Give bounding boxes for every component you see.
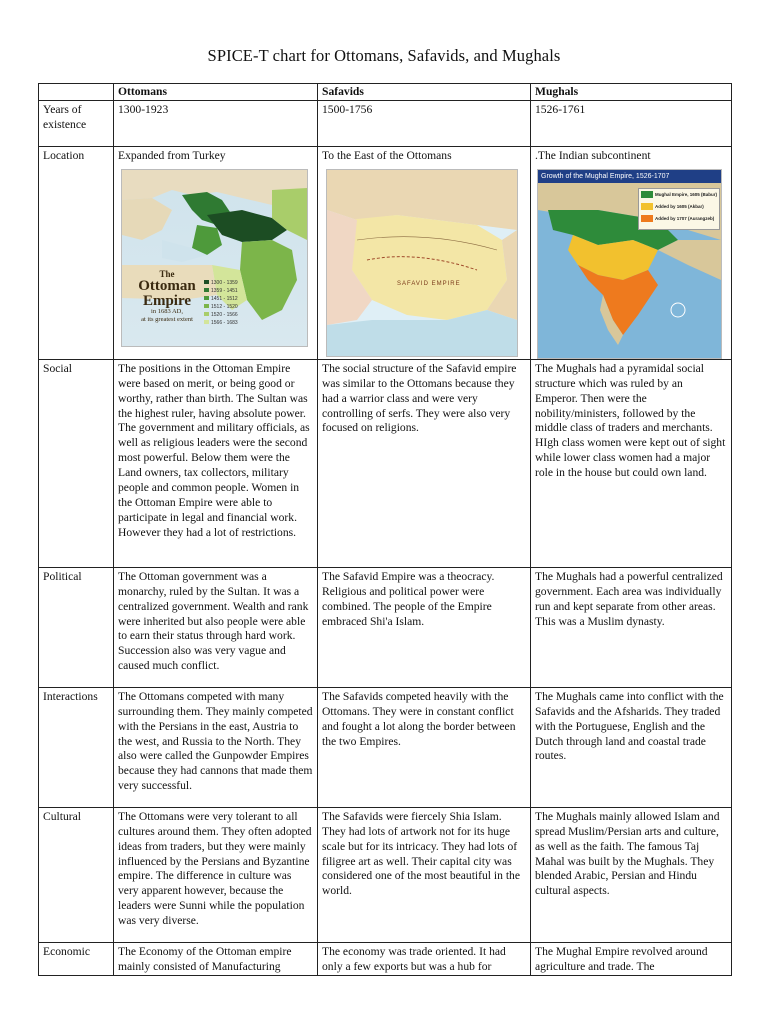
- spice-table: [38, 83, 732, 976]
- ottomans-cell: The Ottomans competed with many surrounding them. They mainly competed with the Persians in the east, Austria to the west, and Russia to the North. They also were called the Gunpowder Empires because they had cannons that made them very successful.: [114, 687, 318, 807]
- row-label: Interactions: [39, 687, 114, 807]
- mughals-cell: The Mughals came into conflict with the Safavids and the Afsharids. They traded with the Portuguese, English and the Dutch through land and coastal trade routes.: [531, 687, 732, 807]
- table-row: [39, 807, 732, 942]
- safavids-location-text: To the East of the Ottomans: [322, 148, 452, 162]
- table-row: [39, 942, 732, 975]
- ottomans-cell: [114, 146, 318, 359]
- mughals-cell: The Mughals mainly allowed Islam and spread Muslim/Persian arts and culture, as well as the faith. The famous Taj Mahal was built by the Mughals. They blended Arabic, Persian and Hindu cultural aspects.: [531, 807, 732, 942]
- mughal-map-legend: [638, 188, 720, 230]
- safavids-cell: The Safavids were fiercely Shia Islam. They had lots of artwork not for its huge scale but for its intricacy. They had lots of filigree art as well. Their capital city was considered one of the most beautiful in the world.: [318, 807, 531, 942]
- ottomans-cell: The positions in the Ottoman Empire were based on merit, or being good or worthy, rather than birth. The Sultan was the highest ruler, having absolute power. The government and military officials, as well as religious leaders were the second most powerful. Below them were the Land owners, tax collectors, military people and common people. Women in the Ottoman Empire were able to participate in legal and financial work. However they had a lot of restrictions.: [114, 359, 318, 567]
- mughals-cell: [531, 146, 732, 359]
- mughals-location-text: .The Indian subcontinent: [535, 148, 651, 162]
- safavids-cell: The social structure of the Safavid empire was similar to the Ottomans because they had a warrior class and were very controlling of serfs. They were also very focused on religions.: [318, 359, 531, 567]
- safavid-empire-map: [326, 169, 518, 357]
- safavids-cell: The Safavid Empire was a theocracy. Religious and political power were combined. The people of the Empire embraced Shi'a Islam.: [318, 567, 531, 687]
- safavids-cell: 1500-1756: [318, 100, 531, 146]
- mughal-map-banner: Growth of the Mughal Empire, 1526-1707: [538, 170, 721, 183]
- header-blank: [39, 84, 114, 101]
- row-label: Cultural: [39, 807, 114, 942]
- ottomans-location-text: Expanded from Turkey: [118, 148, 226, 162]
- row-label: Social: [39, 359, 114, 567]
- map-subcaption-extent: at its greatest extent: [141, 315, 193, 323]
- table-header-row: [39, 84, 732, 101]
- map-legend-item: 1300 - 1359: [204, 276, 238, 291]
- map-legend-item: 1520 - 1566: [204, 308, 238, 323]
- mughals-cell: The Mughal Empire revolved around agriculture and trade. The: [531, 942, 732, 975]
- row-label: Years of existence: [39, 100, 114, 146]
- mughals-cell: The Mughals had a powerful centralized government. Each area was individually run and kept separate from other areas. This was a Muslim dynasty.: [531, 567, 732, 687]
- map-legend-item: Added by 1707 (Aurangzeb): [639, 213, 719, 225]
- table-row: [39, 687, 732, 807]
- table-row: [39, 146, 732, 359]
- ottomans-cell: The Ottoman government was a monarchy, ruled by the Sultan. It was a centralized government. Wealth and rank were inherited but also people were able to earn their status through hard work. Succession also was very vague and caused much conflict.: [114, 567, 318, 687]
- map-subcaption-year: in 1683 AD,: [151, 307, 183, 315]
- map-legend-item: 1566 - 1683: [204, 316, 238, 331]
- map-legend-item: Added by 1605 (Akbar): [639, 201, 719, 213]
- table-row: [39, 100, 732, 146]
- ottomans-cell: The Ottomans were very tolerant to all cultures around them. They often adopted ideas from traders, but they were mainly influenced by the Persians and Byzantine empire. The difference in culture was very apparent however, because the leaders were Sunni while the population was very diverse.: [114, 807, 318, 942]
- row-label: Political: [39, 567, 114, 687]
- mughals-cell: The Mughals had a pyramidal social structure which was ruled by an Emperor. Then were the nobility/ministers, followed by the middle class of traders and merchants. HIgh class women were kept out of sight while lower class women had a major role in the house but could own land.: [531, 359, 732, 567]
- row-label: Economic: [39, 942, 114, 975]
- safavids-cell: [318, 146, 531, 359]
- safavids-cell: The Safavids competed heavily with the Ottomans. They were in constant conflict and fought a lot along the border between the two Empires.: [318, 687, 531, 807]
- document-title: SPICE-T chart for Ottomans, Safavids, and Mughals: [207, 46, 561, 65]
- ottomans-cell: 1300-1923: [114, 100, 318, 146]
- map-legend-item: 1359 - 1451: [204, 284, 238, 299]
- map-legend-item: Mughal Empire, 1605 (Babur): [639, 189, 719, 201]
- map-caption-the: The: [159, 268, 175, 279]
- map-caption-empire: Empire: [142, 292, 192, 309]
- table-row: [39, 567, 732, 687]
- svg-text:SAFAVID EMPIRE: SAFAVID EMPIRE: [397, 280, 461, 287]
- ottomans-cell: The Economy of the Ottoman empire mainly consisted of Manufacturing: [114, 942, 318, 975]
- ottoman-empire-map: [121, 169, 308, 347]
- table-row: [39, 359, 732, 567]
- header-mughals: Mughals: [531, 84, 732, 101]
- safavids-cell: The economy was trade oriented. It had only a few exports but was a hub for: [318, 942, 531, 975]
- header-ottomans: Ottomans: [114, 84, 318, 101]
- map-caption-ottoman: Ottoman: [138, 277, 196, 294]
- map-legend-item: 1451 - 1512: [204, 292, 238, 307]
- header-safavids: Safavids: [318, 84, 531, 101]
- map-legend-item: 1512 - 1520: [204, 300, 238, 315]
- row-label: Location: [39, 146, 114, 359]
- mughals-cell: 1526-1761: [531, 100, 732, 146]
- mughal-empire-map: [537, 169, 722, 359]
